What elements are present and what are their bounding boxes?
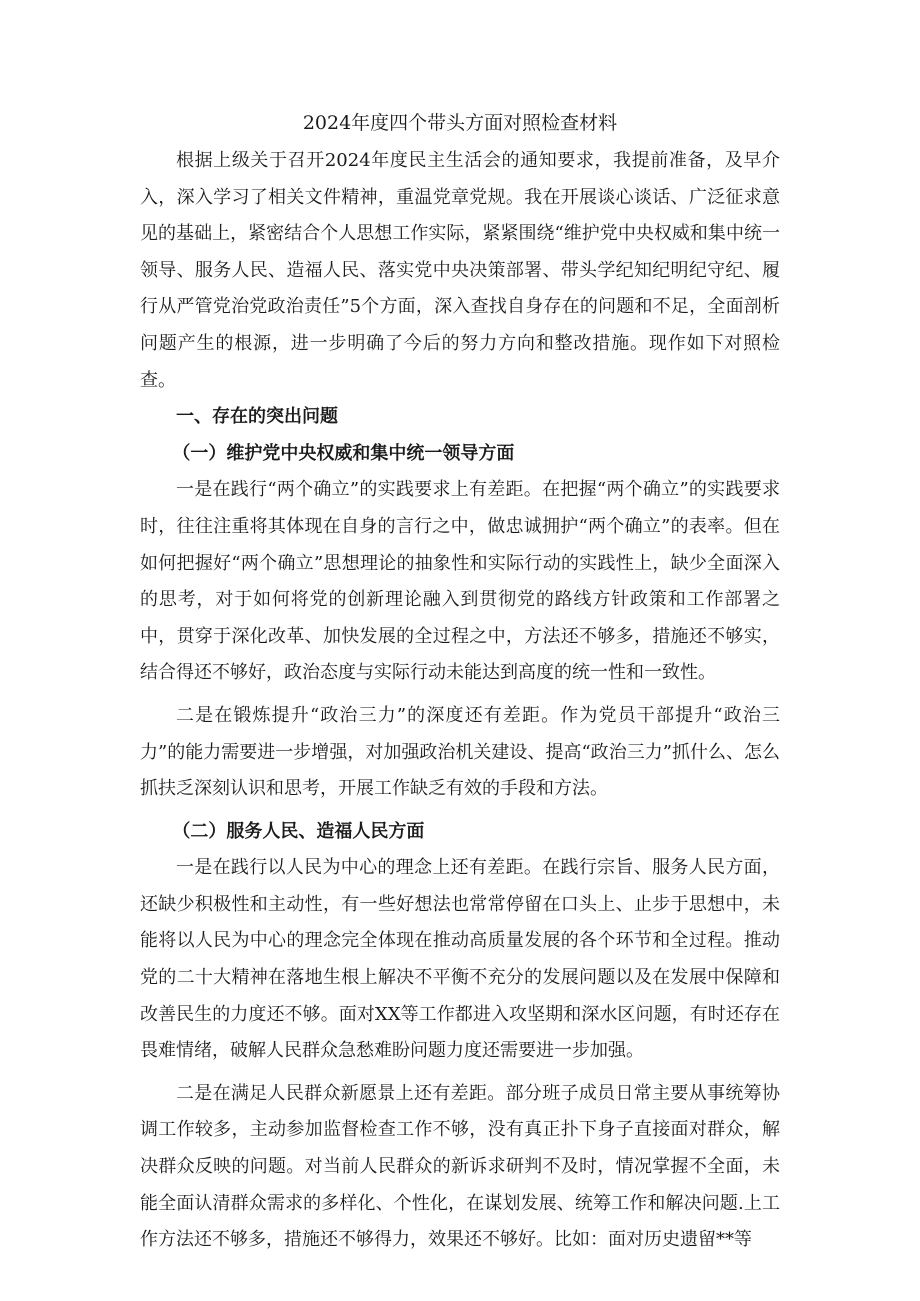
subsection-heading-serve-people: （二）服务人民、造福人民方面 <box>172 820 425 842</box>
intro-paragraph: 根据上级关于召开2024年度民主生活会的通知要求，我提前准备，及早介入，深入学习了相关文件精神，重温党章党规。我在开展谈心谈话、广泛征求意见的基础上，紧密结合个人思想工作实际，紧紧围绕“维护党中央权威和集中统一领导、服务人民、造福人民、落实党中央决策部署、带头学纪知纪明纪守纪、履行从严管党治党政治责任”5个方面，深入查找自身存在的问题和不足，全面剖析问题产生的根源，进一步明确了今后的努力方向和整改措施。现作如下对照检查。 <box>140 150 780 391</box>
section-heading-problems: 一、存在的突出问题 <box>176 406 338 428</box>
subsection-heading-authority: （一）维护党中央权威和集中统一领导方面 <box>172 442 515 464</box>
paragraph-political-abilities: 二是在锻炼提升“政治三力”的深度还有差距。作为党员干部提升“政治三力”的能力需要进一步增强，对加强政治机关建设、提高“政治三力”抓什么、怎么抓扶乏深刻认识和思考，开展工作缺乏有效的手段和方法。 <box>140 704 780 800</box>
document-title: 2024年度四个带头方面对照检查材料 <box>302 112 618 134</box>
paragraph-new-aspirations: 二是在满足人民群众新愿景上还有差距。部分班子成员日常主要从事统筹协调工作较多，主动参加监督检查工作不够，没有真正扑下身子直接面对群众，解决群众反映的问题。对当前人民群众的新诉求研判不及时，情况掌握不全面，未能全面认清群众需求的多样化、个性化，在谋划发展、统筹工作和解决问题.上工作方法还不够多，措施还不够得力，效果还不够好。比如：面对历史遗留**等 <box>140 1082 780 1251</box>
document-page <box>140 105 780 1259</box>
paragraph-people-centered: 一是在践行以人民为中心的理念上还有差距。在践行宗旨、服务人民方面，还缺少积极性和主动性，有一些好想法也常常停留在口头上、止步于思想中，未能将以人民为中心的理念完全体现在推动高质量发展的各个环节和全过程。推动党的二十大精神在落地生根上解决不平衡不充分的发展问题以及在发展中保障和改善民生的力度还不够。面对XX等工作都进入攻坚期和深水区问题，有时还存在畏难情绪，破解人民群众急愁难盼问题力度还需要进一步加强。 <box>140 857 780 1062</box>
paragraph-two-establishments: 一是在践行“两个确立”的实践要求上有差距。在把握“两个确立”的实践要求时，往往注重将其体现在自身的言行之中，做忠诚拥护“两个确立”的表率。但在如何把握好“两个确立”思想理论的抽象性和实际行动的实践性上，缺少全面深入的思考，对于如何将党的创新理论融入到贯彻党的路线方针政策和工作部署之中，贯穿于深化改革、加快发展的全过程之中，方法还不够多，措施还不够实，结合得还不够好，政治态度与实际行动未能达到高度的统一性和一致性。 <box>140 479 780 684</box>
